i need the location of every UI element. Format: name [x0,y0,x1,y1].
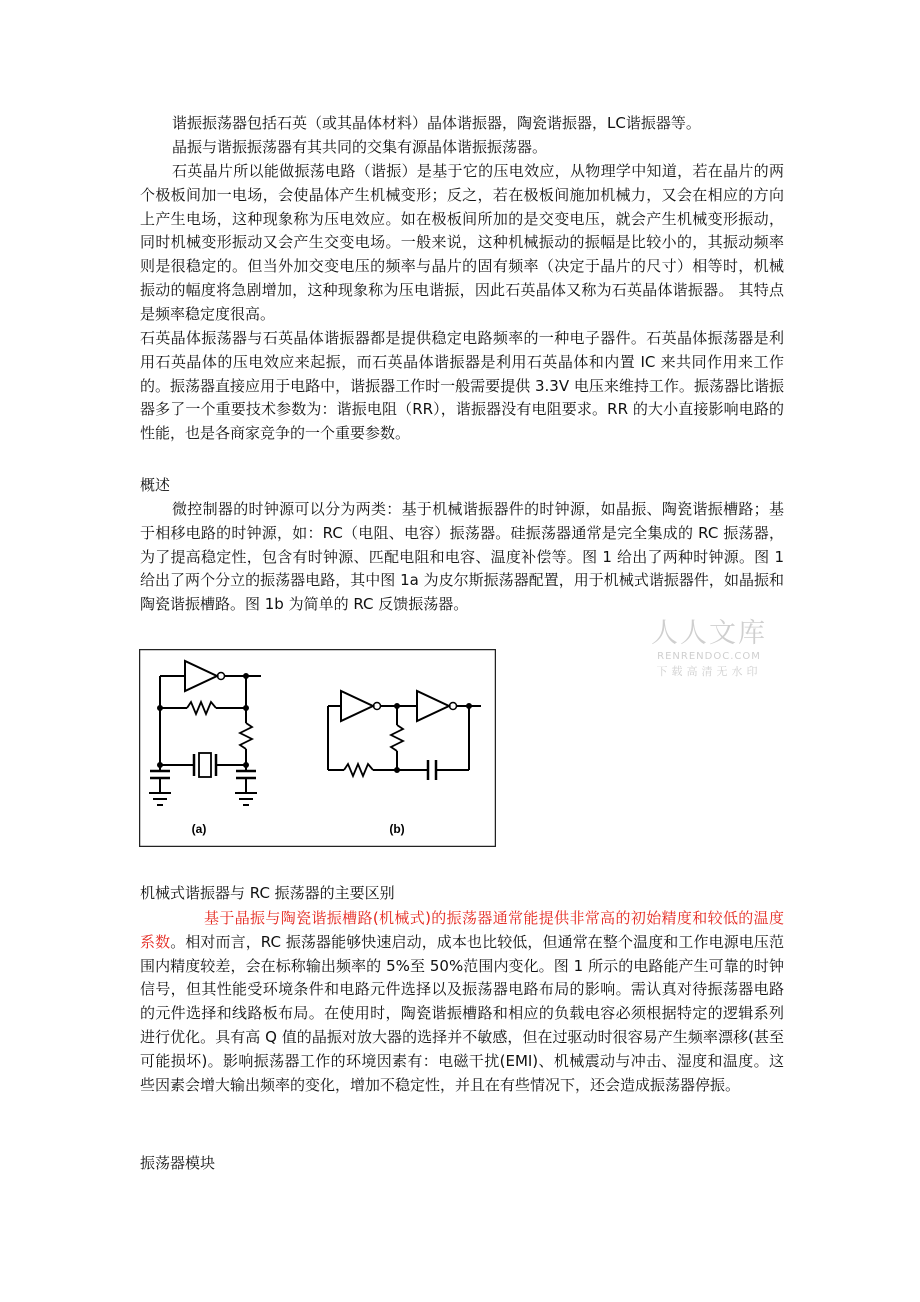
watermark-subtitle: 下载高清无水印 [656,665,762,678]
junction-dot [244,763,249,768]
highlighted-sentence: 基于晶振与陶瓷谐振槽路(机械式)的振荡器通常能提供非常高的初始精度和较低的温度系数 [140,909,784,951]
paragraph-oscillator-vs-resonator: 石英晶体振荡器与石英晶体谐振器都是提供稳定电路频率的一种电子器件。石英晶体振荡器是利用石英晶体的压电效应来起振，而石英晶体谐振器是利用石英晶体和内置 IC 来共同作用来工作的。振荡器直接应用于电路中，谐振器工作时一般需要提供 3.3V 电压来维持工作。振荡器比谐振器多了一个重要技术参数为：谐振电阻（RR），谐振器没有电阻要求。RR 的大小直接影响电路的性能，也是各商家竞争的一个重要参数。 [140,329,784,443]
watermark-url: RENRENDOC.COM [657,651,761,662]
heading-overview: 概述 [140,476,171,494]
heading-oscillator-module: 振荡器模块 [140,1154,216,1172]
junction-dot [158,706,163,711]
junction-dot [244,674,249,679]
paragraph-main-difference [140,907,784,1097]
paragraph-clock-sources: 微控制器的时钟源可以分为两类：基于机械谐振器件的时钟源，如晶振、陶瓷谐振槽路；基于相移电路的时钟源，如：RC（电阻、电容）振荡器。硅振荡器通常是完全集成的 RC 振荡器，为了提高稳定性，包含有时钟源、匹配电阻和电容、温度补偿等。图 1 给出了两种时钟源。图 1 给出了两个分立的振荡器电路，其中图 1a 为皮尔斯振荡器配置，用于机械式谐振器件，如晶振和陶瓷谐振槽路。图 1b 为简单的 RC 反馈振荡器。 [140,500,789,614]
paragraph-resonator-types: 谐振振荡器包括石英（或其晶体材料）晶体谐振器，陶瓷谐振器，LC谐振器等。 [172,114,701,132]
junction-dot [395,704,400,709]
watermark-title: 人人文库 [651,618,767,649]
junction-dot [467,704,472,709]
figure-frame [140,650,496,847]
junction-dot [395,768,400,773]
junction-dot [244,706,249,711]
heading-main-difference: 机械式谐振器与 RC 振荡器的主要区别 [140,884,395,902]
oscillator-circuit-figure [139,649,496,847]
junction-dot [158,763,163,768]
paragraph-piezoelectric: 石英晶片所以能做振荡电路（谐振）是基于它的压电效应，从物理学中知道，若在晶片的两个极板间加一电场，会使晶体产生机械变形；反之，若在极板间施加机械力，又会在相应的方向上产生电场，这种现象称为压电效应。如在极板间所加的是交变电压，就会产生机械变形振动，同时机械变形振动又会产生交变电场。一般来说，这种机械振动的振幅是比较小的，其振动频率则是很稳定的。但当外加交变电压的频率与晶片的固有频率（决定于晶片的尺寸）相等时，机械振动的幅度将急剧增加，这种现象称为压电谐振，因此石英晶体又称为石英晶体谐振器。 其特点是频率稳定度很高。 [140,162,784,323]
paragraph-main-difference-rest: 。相对而言，RC 振荡器能够快速启动，成本也比较低，但通常在整个温度和工作电源电压范围内精度较差，会在标称输出频率的 5%至 50%范围内变化。图 1 所示的电路能产生可靠的时钟信号，但其性能受环境条件和电路元件选择以及振荡器电路布局的影响。需认真对待振荡器电路的元件选择和线路板布局。在使用时，陶瓷谐振槽路和相应的负载电容必须根据特定的逻辑系列进行优化。具有高 Q 值的晶振对放大器的选择并不敏感，但在过驱动时很容易产生频率漂移(甚至可能损坏)。影响振荡器工作的环境因素有：电磁干扰(EMI)、机械震动与冲击、湿度和温度。这些因素会增大输出频率的变化，增加不稳定性，并且在有些情况下，还会造成振荡器停振。 [140,932,784,1094]
paragraph-intersection: 晶振与谐振振荡器有其共同的交集有源晶体谐振振荡器。 [172,138,548,156]
figure-label-b: (b) [389,822,405,836]
figure-label-a: (a) [191,822,207,836]
watermark [646,618,772,680]
